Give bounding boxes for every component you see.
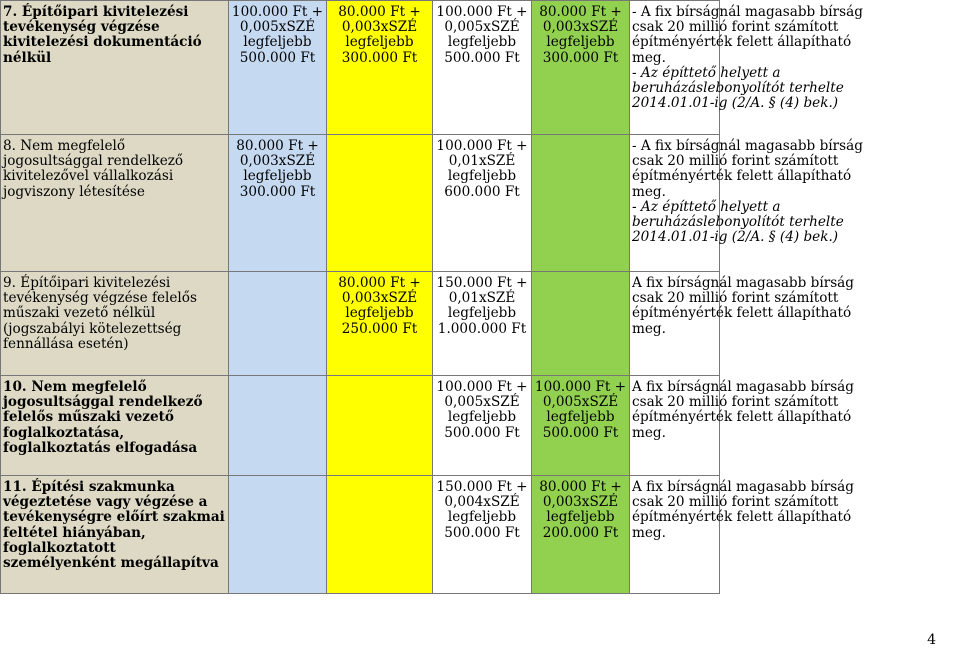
fine-amount-line: 0,01xSZÉ: [448, 153, 516, 170]
note-line: meg.: [632, 524, 666, 541]
fine-col-blue: [229, 1, 327, 135]
fine-col-white: [433, 1, 532, 135]
fine-amount-line: legfeljebb: [243, 34, 312, 51]
note-italic-line: - Az építtető helyett a: [632, 64, 781, 81]
fine-amount-line: 100.000 Ft +: [231, 4, 324, 20]
fine-amount-line: 100.000 Ft +: [534, 379, 627, 395]
table-row: [1, 1, 961, 135]
offense-text: 11. Építési szakmunka végeztetése vagy végzése a tevékenységre előírt szakmai feltétel hiányában, foglalkoztatott személyenként megállapítva: [3, 479, 225, 572]
note-line: csak 20 millió forint számított: [632, 394, 839, 411]
fine-col-yellow: [327, 272, 433, 376]
fine-amount-line: 200.000 Ft: [542, 524, 619, 541]
fine-col-yellow: [327, 476, 433, 594]
fine-col-yellow: [327, 1, 433, 135]
fine-amount-line: 0,003xSZÉ: [542, 19, 619, 36]
fine-amount-line: 300.000 Ft: [239, 183, 316, 200]
table-row: [1, 376, 961, 476]
offense-text: 8. Nem megfelelő jogosultsággal rendelkező kivitelezővel vállalkozási jogviszony létesítése: [3, 138, 184, 200]
fine-amount-line: 100.000 Ft +: [436, 379, 528, 395]
table-row: [1, 135, 961, 272]
note-line: - A fix bírságnál magasabb bírság: [632, 138, 863, 154]
note-cell: [630, 135, 863, 272]
note-line: meg.: [632, 183, 666, 200]
note-line: meg.: [632, 49, 666, 66]
fine-amount-line: 150.000 Ft +: [436, 275, 528, 291]
offense-cell: [1, 476, 229, 594]
fine-amount-line: 500.000 Ft: [542, 424, 619, 441]
fine-amount-line: 0,005xSZÉ: [542, 394, 619, 411]
offense-cell: [1, 272, 229, 376]
note-italic-line: - Az építtető helyett a: [632, 198, 781, 215]
note-line: A fix bírságnál magasabb bírság: [632, 379, 854, 395]
note-line: meg.: [632, 424, 666, 441]
fine-amount-line: legfeljebb: [546, 509, 615, 526]
fine-amount-line: legfeljebb: [546, 34, 615, 51]
fine-amount-line: 100.000 Ft +: [436, 4, 528, 20]
fine-col-yellow: [327, 135, 433, 272]
fine-amount-line: 80.000 Ft +: [236, 138, 319, 154]
fine-amount-line: legfeljebb: [447, 509, 517, 526]
note-line: építményérték felett állapítható: [632, 409, 852, 426]
fine-col-blue: [229, 135, 327, 272]
fine-amount-line: legfeljebb: [447, 34, 517, 51]
offense-text: 10. Nem megfelelő jogosultsággal rendelkező felelős műszaki vezető foglalkoztatása, foglalkoztatás elfogadása: [3, 379, 203, 456]
fine-amount-line: legfeljebb: [345, 305, 414, 322]
fine-amount-line: legfeljebb: [447, 168, 517, 185]
fine-amount-line: legfeljebb: [447, 409, 517, 426]
fine-amount-line: 0,004xSZÉ: [444, 494, 520, 511]
fine-col-blue: [229, 376, 327, 476]
offense-cell: [1, 376, 229, 476]
fine-col-white: [433, 272, 532, 376]
note-line: A fix bírságnál magasabb bírság: [632, 479, 854, 495]
fine-amount-line: legfeljebb: [345, 34, 414, 51]
note-italic-line: 2014.01.01-ig (2/A. § (4) bek.): [632, 95, 839, 112]
fine-amount-line: 300.000 Ft: [341, 49, 418, 66]
fine-amount-line: legfeljebb: [447, 305, 517, 322]
note-line: építményérték felett állapítható: [632, 305, 852, 322]
fine-amount-line: 0,003xSZÉ: [341, 19, 418, 36]
fine-amount-line: 1.000.000 Ft: [437, 320, 527, 337]
note-cell: [630, 476, 854, 594]
fine-col-white: [433, 135, 532, 272]
note-line: - A fix bírságnál magasabb bírság: [632, 4, 863, 20]
table-row: [1, 272, 961, 376]
fine-col-green: [532, 135, 630, 272]
offense-text: 7. Építőipari kivitelezési tevékenység végzése kivitelezési dokumentáció nélkül: [3, 4, 202, 66]
note-line: csak 20 millió forint számított: [632, 494, 839, 511]
fine-col-green: [532, 272, 630, 376]
fine-amount-line: legfeljebb: [243, 168, 312, 185]
fine-col-white: [433, 376, 532, 476]
fine-amount-line: 80.000 Ft +: [539, 4, 622, 20]
fine-col-green: [532, 1, 630, 135]
offense-cell: [1, 135, 229, 272]
fine-amount-line: 300.000 Ft: [542, 49, 619, 66]
fine-amount-line: 80.000 Ft +: [338, 4, 421, 20]
note-line: A fix bírságnál magasabb bírság: [632, 275, 854, 291]
fine-amount-line: 500.000 Ft: [444, 524, 520, 541]
note-line: csak 20 millió forint számított: [632, 19, 839, 36]
fine-amount-line: 0,005xSZÉ: [239, 19, 316, 36]
fine-amount-line: 500.000 Ft: [444, 424, 520, 441]
offense-text: 9. Építőipari kivitelezési tevékenység végzése felelős műszaki vezető nélkül (jogszabályi kötelezettség fennállása esetén): [3, 275, 197, 352]
fine-col-blue: [229, 476, 327, 594]
fine-col-blue: [229, 272, 327, 376]
note-cell: [630, 1, 863, 135]
fine-amount-line: 0,003xSZÉ: [239, 153, 316, 170]
fine-col-white: [433, 476, 532, 594]
note-italic-line: beruházáslebonyolítót terhelte: [632, 80, 844, 97]
fine-amount-line: 80.000 Ft +: [539, 479, 622, 495]
note-cell: [630, 272, 854, 376]
fine-amount-line: 250.000 Ft: [341, 320, 418, 337]
note-line: csak 20 millió forint számított: [632, 153, 839, 170]
fine-amount-line: legfeljebb: [546, 409, 615, 426]
fine-amount-line: 0,003xSZÉ: [341, 290, 418, 307]
fine-amount-line: 0,005xSZÉ: [444, 394, 520, 411]
note-line: építményérték felett állapítható: [632, 168, 852, 185]
table-row: [1, 476, 961, 594]
fine-amount-line: 600.000 Ft: [444, 183, 520, 200]
note-line: meg.: [632, 320, 666, 337]
offense-cell: [1, 1, 229, 135]
note-cell: [630, 376, 854, 476]
note-line: építményérték felett állapítható: [632, 509, 852, 526]
fine-amount-line: 0,005xSZÉ: [444, 19, 520, 36]
note-italic-line: 2014.01.01-ig (2/A. § (4) bek.): [632, 229, 839, 246]
note-italic-line: beruházáslebonyolítót terhelte: [632, 214, 844, 231]
fine-amount-line: 0,003xSZÉ: [542, 494, 619, 511]
note-line: csak 20 millió forint számított: [632, 290, 839, 307]
fine-amount-line: 150.000 Ft +: [436, 479, 528, 495]
fine-amount-line: 0,01xSZÉ: [448, 290, 516, 307]
note-line: építményérték felett állapítható: [632, 34, 852, 51]
fine-amount-line: 500.000 Ft: [444, 49, 520, 66]
fine-col-green: [532, 476, 630, 594]
fine-col-green: [532, 376, 630, 476]
page-number: 4: [927, 632, 936, 648]
fine-col-yellow: [327, 376, 433, 476]
fine-amount-line: 80.000 Ft +: [338, 275, 421, 291]
fine-amount-line: 100.000 Ft +: [436, 138, 528, 154]
fine-amount-line: 500.000 Ft: [239, 49, 316, 66]
